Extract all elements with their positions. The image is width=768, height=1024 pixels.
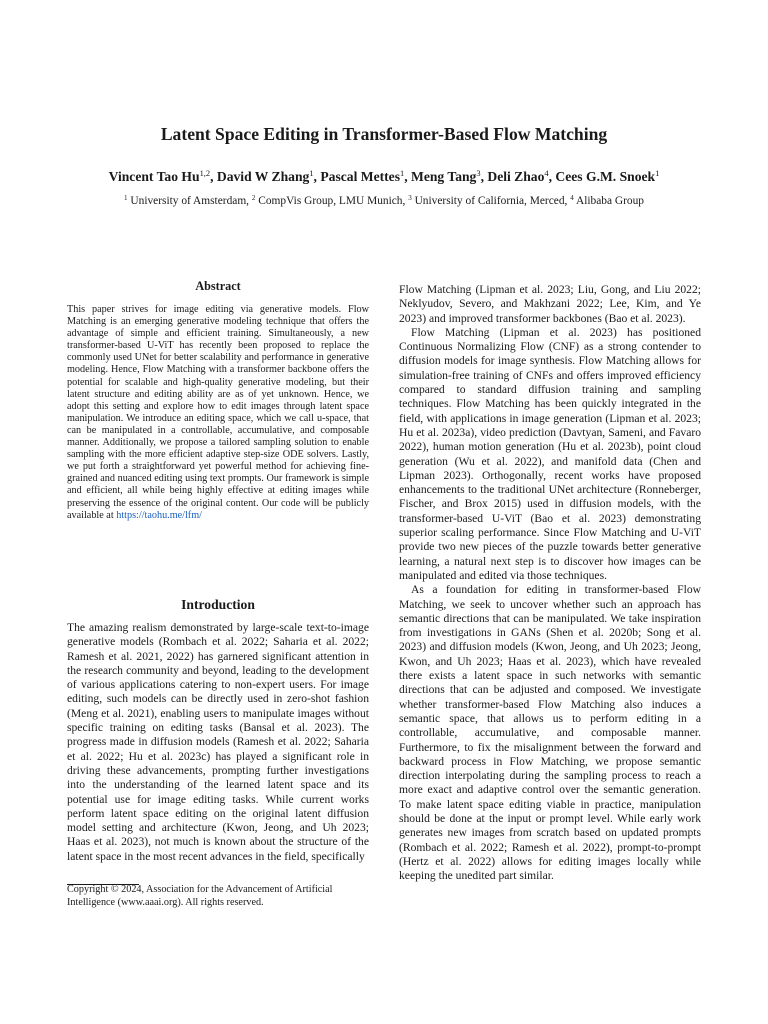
author-name: Meng Tang [411,169,477,184]
affiliation-index: 3 [408,194,412,203]
abstract-heading: Abstract [195,279,241,293]
author-affiliation-index: 3 [476,168,481,179]
affiliation-list [0,195,768,207]
affiliation-index: 1 [124,194,128,203]
author-separator: , [480,169,488,184]
author-name: Cees G.M. Snoek [555,169,656,184]
author-list [0,169,768,185]
author-separator: , [404,169,411,184]
paragraph: Flow Matching (Lipman et al. 2023) has positioned Continuous Normalizing Flow (CNF) as a strong contender to diffusion models for image synthesis. Flow Matching allows for simulation-free training of CNFs and offers improved efficiency compared to standard diffusion training and sampling techniques. Flow Matching has been quickly integrated in the field, with applications in image generation (Lipman et al. 2023; Hu et al. 2023a), video prediction (Davtyan, Sameni, and Favaro 2022), human motion generation (Hu et al. 2023b), point cloud generation (Wu et al. 2022), and manifold data (Chen and Lipman 2023). Orthogonally, recent works have proposed enhancements to the traditional UNet architecture (Ronneberger, Fischer, and Brox 2015) used in diffusion models, with the transformer-based U-ViT (Bao et al. 2023) demonstrating superior scaling performance. Since Flow Matching and U-ViT provide two new pieces of the puzzle towards better generative learning, a natural next step is to discover how images can be manipulated and edited via those techniques. [399,325,701,582]
paragraph: As a foundation for editing in transformer-based Flow Matching, we seek to uncover whether such an approach has semantic directions that can be manipulated. We take inspiration from investigations in GANs (Shen et al. 2020b; Song et al. 2023) and diffusion models (Kwon, Jeong, and Uh 2023; Jeong, Kwon, and Uh 2023; Haas et al. 2023), which have revealed there exists a latent space in such networks with semantic directions that can be adjusted and composed. We investigate whether transformer-based Flow Matching also induces a semantic space, that allows us to perform editing in a controllable, accumulative, and composable manner. Furthermore, to fix the misalignment between the forward and backward process in Flow Matching, we propose semantic direction interpolating during the sampling process to reach a more exact and adaptive control over the semantic generation. To make latent space editing viable in practice, manipulation should be done at the input or prompt level. While early work generates new images from scratch based on updated prompts (Rombach et al. 2022; Ramesh et al. 2022), prompt-to-prompt (Hertz et al. 2022) allows for editing images locally while keeping the unedited part similar. [399,583,701,883]
author-affiliation-index: 1 [399,168,405,179]
author-separator: , [548,169,556,184]
author-name: Deli Zhao [487,169,545,184]
affiliation-text: Alibaba Group [573,195,644,207]
paragraph: Flow Matching (Lipman et al. 2023; Liu, Gong, and Liu 2022; Neklyudov, Severo, and Makhzani 2022; Lee, Kim, and Ye 2023) and improved transformer backbones (Bao et al. 2023). [399,283,701,325]
abstract-body [67,304,369,522]
author-separator: , [210,169,217,184]
introduction-heading: Introduction [181,597,255,612]
introduction-left-column [67,621,369,864]
code-link[interactable]: https://taohu.me/lfm/ [116,509,202,521]
author-affiliation-index: 1,2 [199,168,211,179]
paper-title: Latent Space Editing in Transformer-Based Flow Matching [160,124,608,144]
author-affiliation-index: 4 [544,168,549,179]
author-affiliation-index: 1 [655,168,660,179]
affiliation-index: 2 [251,194,256,203]
paragraph: The amazing realism demonstrated by large-scale text-to-image generative models (Rombach et al. 2022; Saharia et al. 2022; Ramesh et al. 2021, 2022) has garnered significant attention in the research community and beyond, leading to the development of various applications catering to non-expert users. For image editing, such models can be directly used in zero-shot fashion (Meng et al. 2021), enabling users to manipulate images without specific training on editing tasks (Bansal et al. 2023). The progress made in diffusion models (Ramesh et al. 2022; Saharia et al. 2022; Hu et al. 2023c) has played a significant role in driving these advancements, prompting further investigations into the understanding of the learned latent space and its potential use for image editing tasks. While current works perform latent space editing on the original latent diffusion model setting and architecture (Kwon, Jeong, and Uh 2023; Haas et al. 2023), not much is known about the structure of the latent space in the most recent advances in the field, specifically [67,621,369,863]
author-affiliation-index: 1 [309,168,314,179]
abstract-text: This paper strives for image editing via generative models. Flow Matching is an emerging generative modeling technique that offers the advantage of simple and efficient training. Simultaneously, a new transformer-based U-ViT has recently been proposed to replace the commonly used UNet for better scalability and performance in generative modeling. Hence, Flow Matching with a transformer backbone offers the potential for scalable and high-quality generative modeling, but their latent structure and editing ability are as of yet unknown. Hence, we adopt this setting and explore how to edit images through latent space manipulation. We introduce an editing space, which we call u-space, that can be manipulated in a controllable, accumulative, and composable manner. Additionally, we propose a tailored sampling solution to enable sampling with the more efficient adaptive step-size ODE solvers. Lastly, we put forth a straightforward yet powerful method for achieving fine-grained and nuanced editing using text prompts. Our framework is simple and efficient, all while being highly effective at editing images while preserving the essence of the original content. Our code will be publicly available at [67,304,369,521]
affiliation-index: 4 [570,194,574,203]
author-name: Vincent Tao Hu [108,169,200,184]
author-separator: , [313,169,321,184]
affiliation-text: CompVis Group, LMU Munich, [255,195,409,207]
copyright-footnote: Copyright © 2024, Association for the Advancement of Artificial Intelligence (www.aaai.org). All rights reserved. [67,884,333,908]
author-name: Pascal Mettes [320,169,400,184]
author-name: David W Zhang [216,169,310,184]
affiliation-text: University of California, Merced, [411,195,571,207]
affiliation-text: University of Amsterdam, [127,195,252,207]
introduction-right-column [399,283,701,883]
